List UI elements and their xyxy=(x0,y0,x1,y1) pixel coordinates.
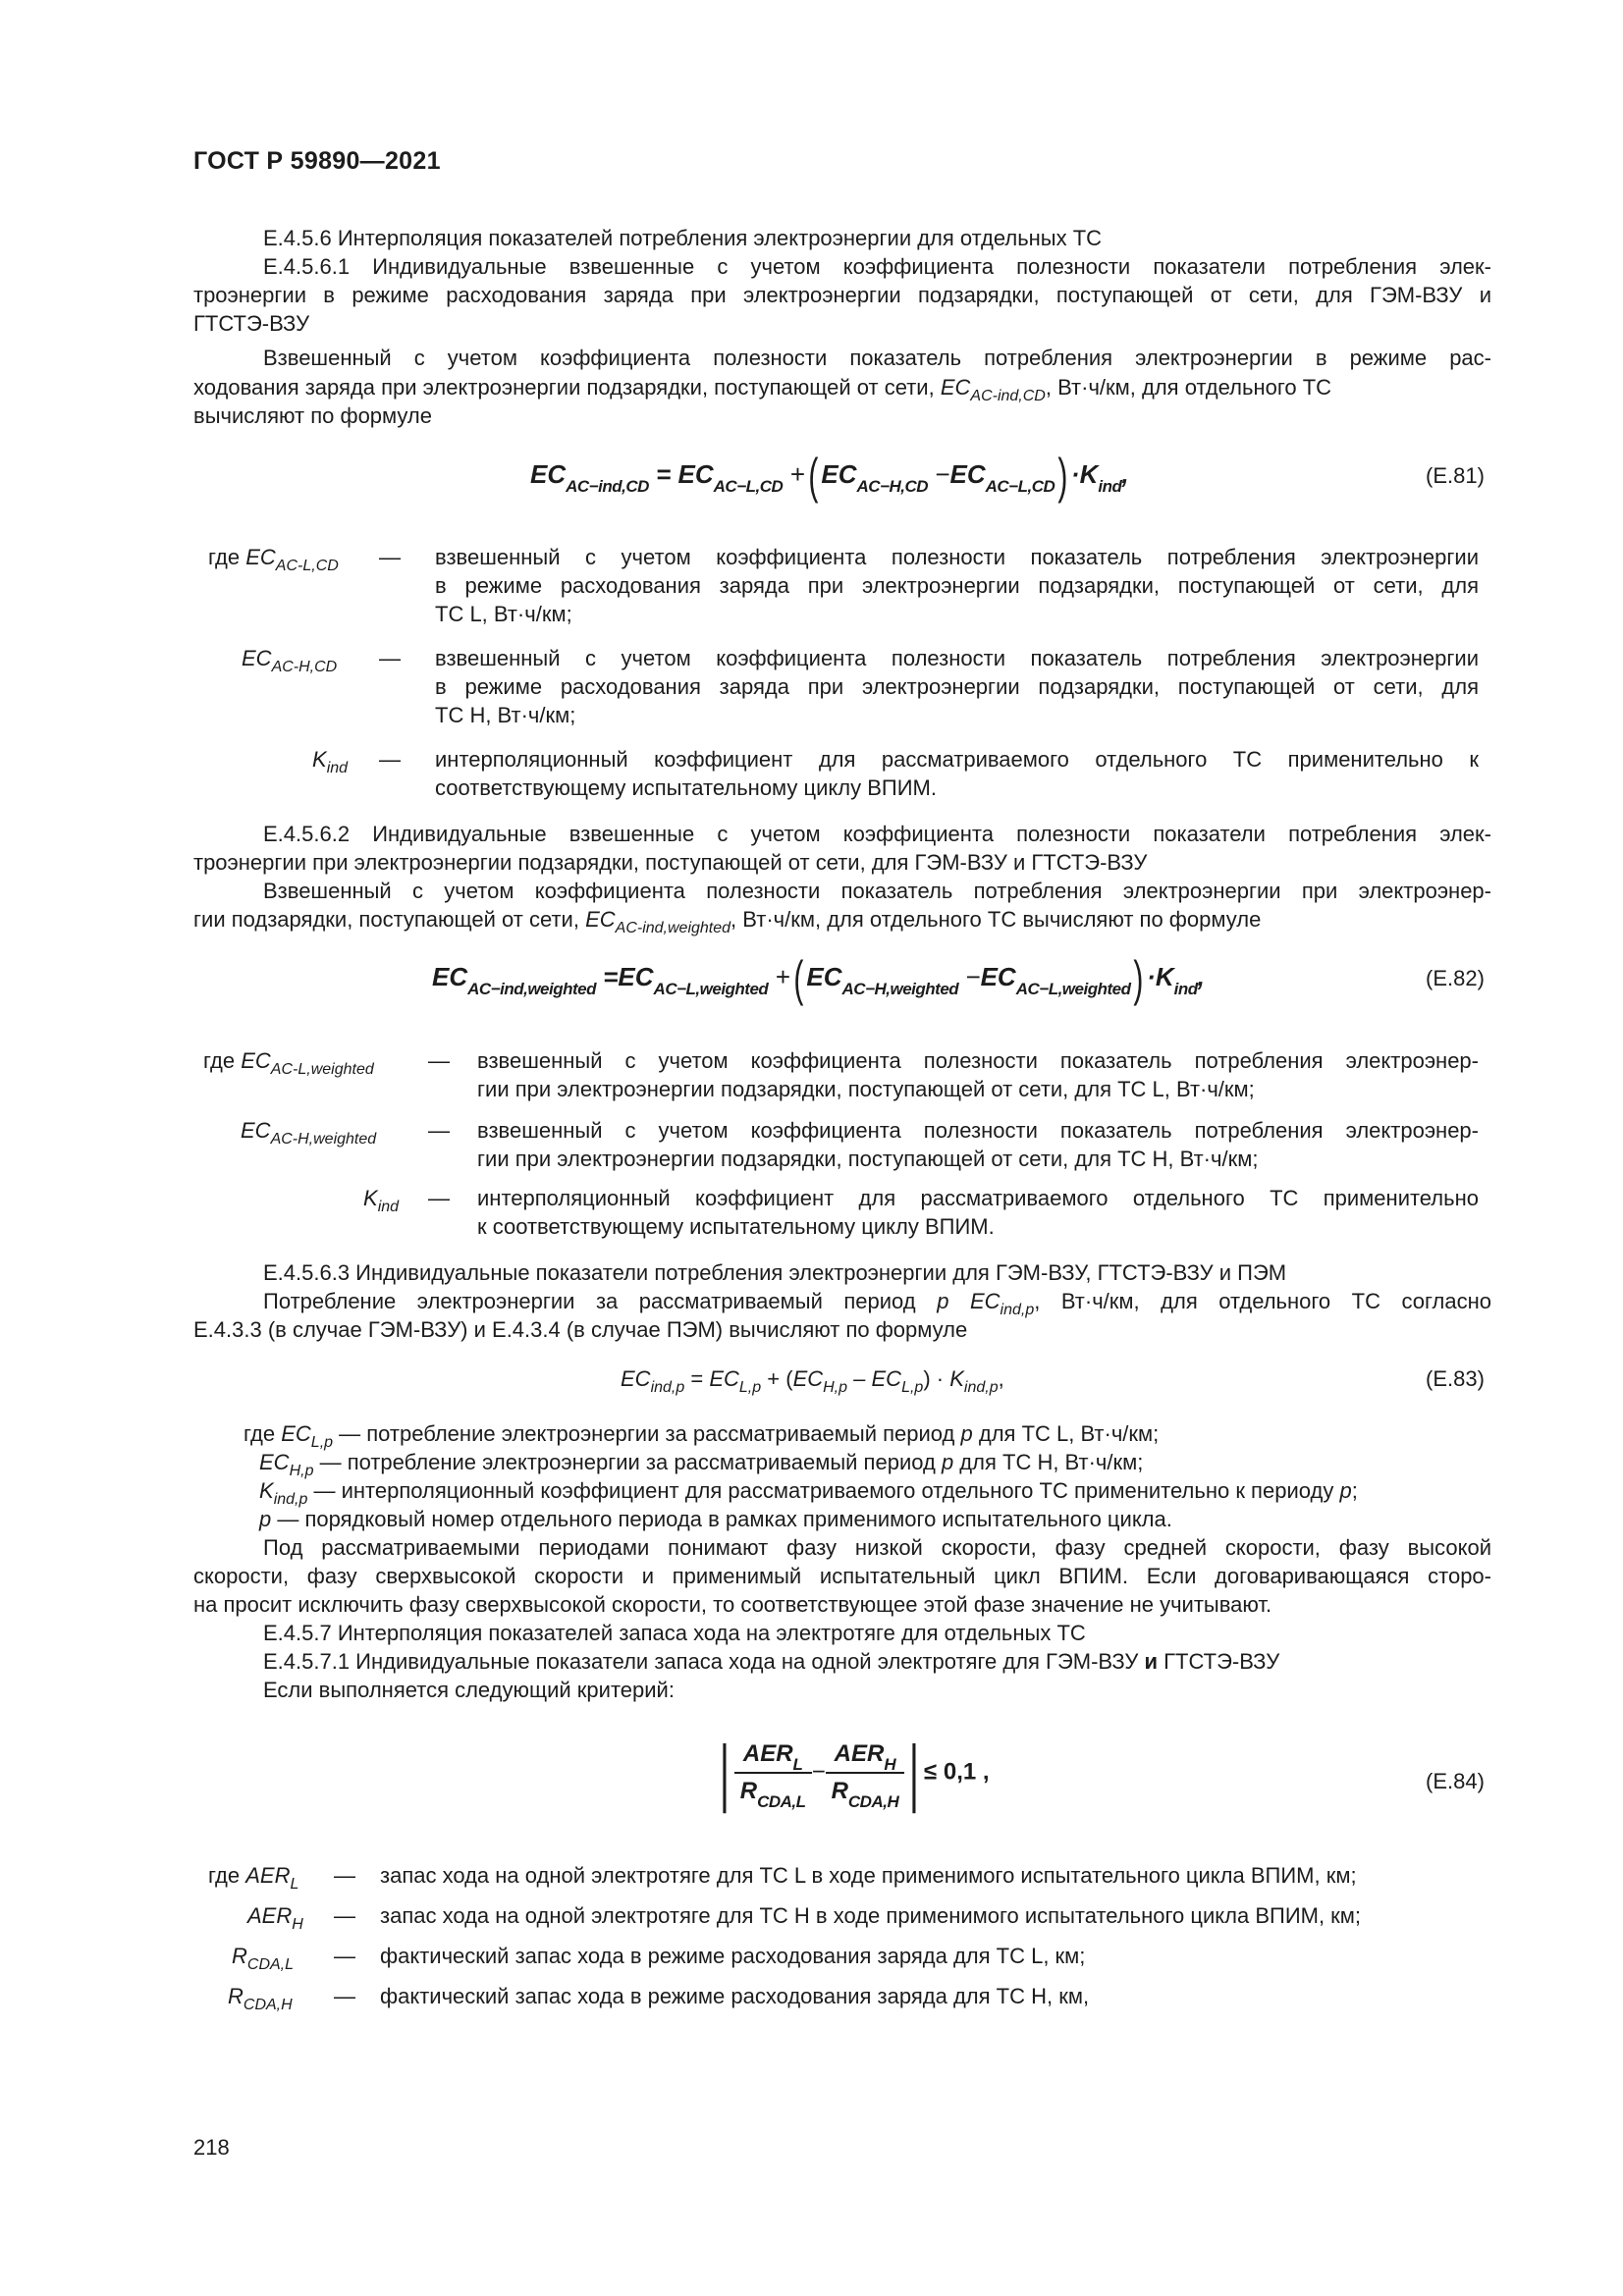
formula-number: (Е.82) xyxy=(1426,966,1485,990)
definition-symbol: $K_{ind}$ xyxy=(312,747,349,776)
paragraph-line: Если выполняется следующий критерий: xyxy=(263,1678,675,1702)
definition-text: взвешенный с учетом коэффициента полезности показатель потребления электроэнергии в режиме расходования заряда при электроэнергии подзарядки, поступающей от сети, для ТС L, Вт·ч/км; xyxy=(435,545,1479,626)
paragraph-line: скорости, фазу сверхвысокой скорости и применимый испытательный цикл ВПИМ. Если договаривающаяся сторо- xyxy=(193,1564,1491,1588)
paragraph-line: Взвешенный с учетом коэффициента полезности показатель потребления электроэнергии в режиме рас- xyxy=(263,346,1491,370)
definition-text: взвешенный с учетом коэффициента полезности показатель потребления электроэнер- гии при электроэнергии подзарядки, поступающей от сети, для ТС L, Вт·ч/км; xyxy=(477,1048,1479,1101)
formula-e83: $EC_{ind,p} = EC_{L,p} + (EC_{H,p} - EC_{L,p}) \cdot K_{ind,p}$, xyxy=(621,1366,1004,1396)
definition-dash: — xyxy=(428,1048,450,1073)
definition-dash: — xyxy=(334,1863,355,1888)
where-item: p — порядковый номер отдельного периода в рамках применимого испытательного цикла. xyxy=(259,1507,1172,1531)
subsection-heading-line: ГТСТЭ-ВЗУ xyxy=(193,311,310,336)
definition-text: запас хода на одной электротяге для ТС L в ходе применимого испытательного цикла ВПИМ, км; xyxy=(380,1863,1357,1888)
definition-dash: — xyxy=(334,1944,355,1968)
paragraph-line: ходования заряда при электроэнергии подзарядки, поступающей от сети, $EC_{AC-ind,CD}$, Вт·ч/км, для отдельного ТС xyxy=(193,375,1332,404)
formula-e82: $EC_{AC-ind,weighted} =EC_{AC-L,weighted}$ +( $EC_{AC-H,weighted} -EC_{AC-L,weighted}) \cdot K_{ind}$, xyxy=(432,951,1205,1006)
subsection-heading-line: троэнергии при электроэнергии подзарядки, поступающей от сети, для ГЭМ-ВЗУ и ГТСТЭ-ВЗУ xyxy=(193,850,1148,875)
definition-symbol: $EC_{AC-H,weighted}$ xyxy=(241,1118,377,1148)
definition-text: фактический запас хода в режиме расходования заряда для ТС Н, км, xyxy=(380,1984,1090,2008)
definition-text: интерполяционный коэффициент для рассматриваемого отдельного ТС применительно к соответствующему испытательному циклу ВПИМ. xyxy=(477,1186,1479,1239)
definition-symbol: где $AER_L$ xyxy=(208,1863,299,1893)
where-item: $K_{ind,p}$ — интерполяционный коэффициент для рассматриваемого отдельного ТС применительно к периоду p; xyxy=(259,1478,1358,1508)
formula-number: (Е.81) xyxy=(1426,463,1485,488)
subsection-heading: Е.4.5.7.1 Индивидуальные показатели запаса хода на одной электротяге для ГЭМ-ВЗУ и ГТСТЭ-ВЗУ xyxy=(263,1649,1280,1674)
formula-number: (Е.83) xyxy=(1426,1366,1485,1391)
definition-dash: — xyxy=(379,646,401,670)
formula-e84: | $\frac{AER_L}{R_{CDA,L}}$ − $\frac{AER_H}{R_{CDA,H}}$ | ≤ 0,1 , xyxy=(719,1731,990,1814)
definition-symbol: $R_{CDA,L}$ xyxy=(232,1944,295,1973)
formula-number: (Е.84) xyxy=(1426,1769,1485,1793)
document-header: ГОСТ Р 59890—2021 xyxy=(193,147,441,175)
definition-dash: — xyxy=(379,747,401,772)
definition-text: взвешенный с учетом коэффициента полезности показатель потребления электроэнергии в режиме расходования заряда при электроэнергии подзарядки, поступающей от сети, для ТС Н, Вт·ч/км; xyxy=(435,646,1479,727)
definition-symbol: $R_{CDA,H}$ xyxy=(228,1984,293,2013)
paragraph-line: Под рассматриваемыми периодами понимают фазу низкой скорости, фазу средней скорости, фазу высокой xyxy=(263,1535,1491,1560)
definition-dash: — xyxy=(379,545,401,569)
definition-symbol: $AER_H$ xyxy=(247,1903,303,1933)
definition-text: взвешенный с учетом коэффициента полезности показатель потребления электроэнер- гии при электроэнергии подзарядки, поступающей от сети, для ТС Н, Вт·ч/км; xyxy=(477,1118,1479,1171)
definition-dash: — xyxy=(428,1118,450,1143)
definition-text: запас хода на одной электротяге для ТС Н в ходе применимого испытательного цикла ВПИМ, км; xyxy=(380,1903,1362,1928)
where-item: где $EC_{L,p}$ — потребление электроэнергии за рассматриваемый период p для ТС L, Вт·ч/км; xyxy=(243,1421,1160,1451)
section-heading: Е.4.5.7 Интерполяция показателей запаса хода на электротяге для отдельных ТС xyxy=(263,1621,1086,1645)
definition-dash: — xyxy=(334,1984,355,2008)
paragraph-line: Потребление электроэнергии за рассматриваемый период p $EC_{ind,p}$, Вт·ч/км, для отдельного ТС согласно xyxy=(263,1289,1492,1318)
paragraph-line: вычисляют по формуле xyxy=(193,403,432,428)
paragraph-line: Взвешенный с учетом коэффициента полезности показатель потребления электроэнергии при электроэнер- xyxy=(263,879,1491,903)
paragraph-line: на просит исключить фазу сверхвысокой скорости, то соответствующее этой фазе значение не учитывают. xyxy=(193,1592,1272,1617)
definition-text: интерполяционный коэффициент для рассматриваемого отдельного ТС применительно к соответствующему испытательному циклу ВПИМ. xyxy=(435,747,1479,800)
paragraph-line: Е.4.3.3 (в случае ГЭМ-ВЗУ) и Е.4.3.4 (в случае ПЭМ) вычисляют по формуле xyxy=(193,1317,968,1342)
definition-symbol: $K_{ind}$ xyxy=(363,1186,400,1215)
where-item: $EC_{H,p}$ — потребление электроэнергии за рассматриваемый период p для ТС Н, Вт·ч/км; xyxy=(259,1450,1144,1479)
section-heading: Е.4.5.6 Интерполяция показателей потребления электроэнергии для отдельных ТС xyxy=(263,226,1103,250)
definition-symbol: где $EC_{AC-L,weighted}$ xyxy=(203,1048,374,1078)
definition-dash: — xyxy=(428,1186,450,1210)
paragraph-line: гии подзарядки, поступающей от сети, $EC_{AC-ind,weighted}$, Вт·ч/км, для отдельного ТС вычисляют по формуле xyxy=(193,907,1262,936)
subsection-heading-line: троэнергии в режиме расходования заряда при электроэнергии подзарядки, поступающей от сети, для ГЭМ-ВЗУ и xyxy=(193,283,1491,307)
definition-symbol: где $EC_{AC-L,CD}$ xyxy=(208,545,339,574)
definition-text: фактический запас хода в режиме расходования заряда для ТС L, км; xyxy=(380,1944,1086,1968)
subsection-heading-line: Е.4.5.6.1 Индивидуальные взвешенные с учетом коэффициента полезности показатели потребления элек- xyxy=(263,254,1491,279)
formula-e81: $EC_{AC-ind,CD} = EC_{AC-L,CD}$ +( $EC_{AC-H,CD} -EC_{AC-L,CD}) \cdot K_{ind}$, xyxy=(530,449,1129,504)
subsection-heading-line: Е.4.5.6.2 Индивидуальные взвешенные с учетом коэффициента полезности показатели потребления элек- xyxy=(263,822,1491,846)
definition-symbol: $EC_{AC-H,CD}$ xyxy=(242,646,338,675)
subsection-heading: Е.4.5.6.3 Индивидуальные показатели потребления электроэнергии для ГЭМ-ВЗУ, ГТСТЭ-ВЗУ и ПЭМ xyxy=(263,1260,1287,1285)
page-number: 218 xyxy=(193,2135,230,2160)
definition-dash: — xyxy=(334,1903,355,1928)
